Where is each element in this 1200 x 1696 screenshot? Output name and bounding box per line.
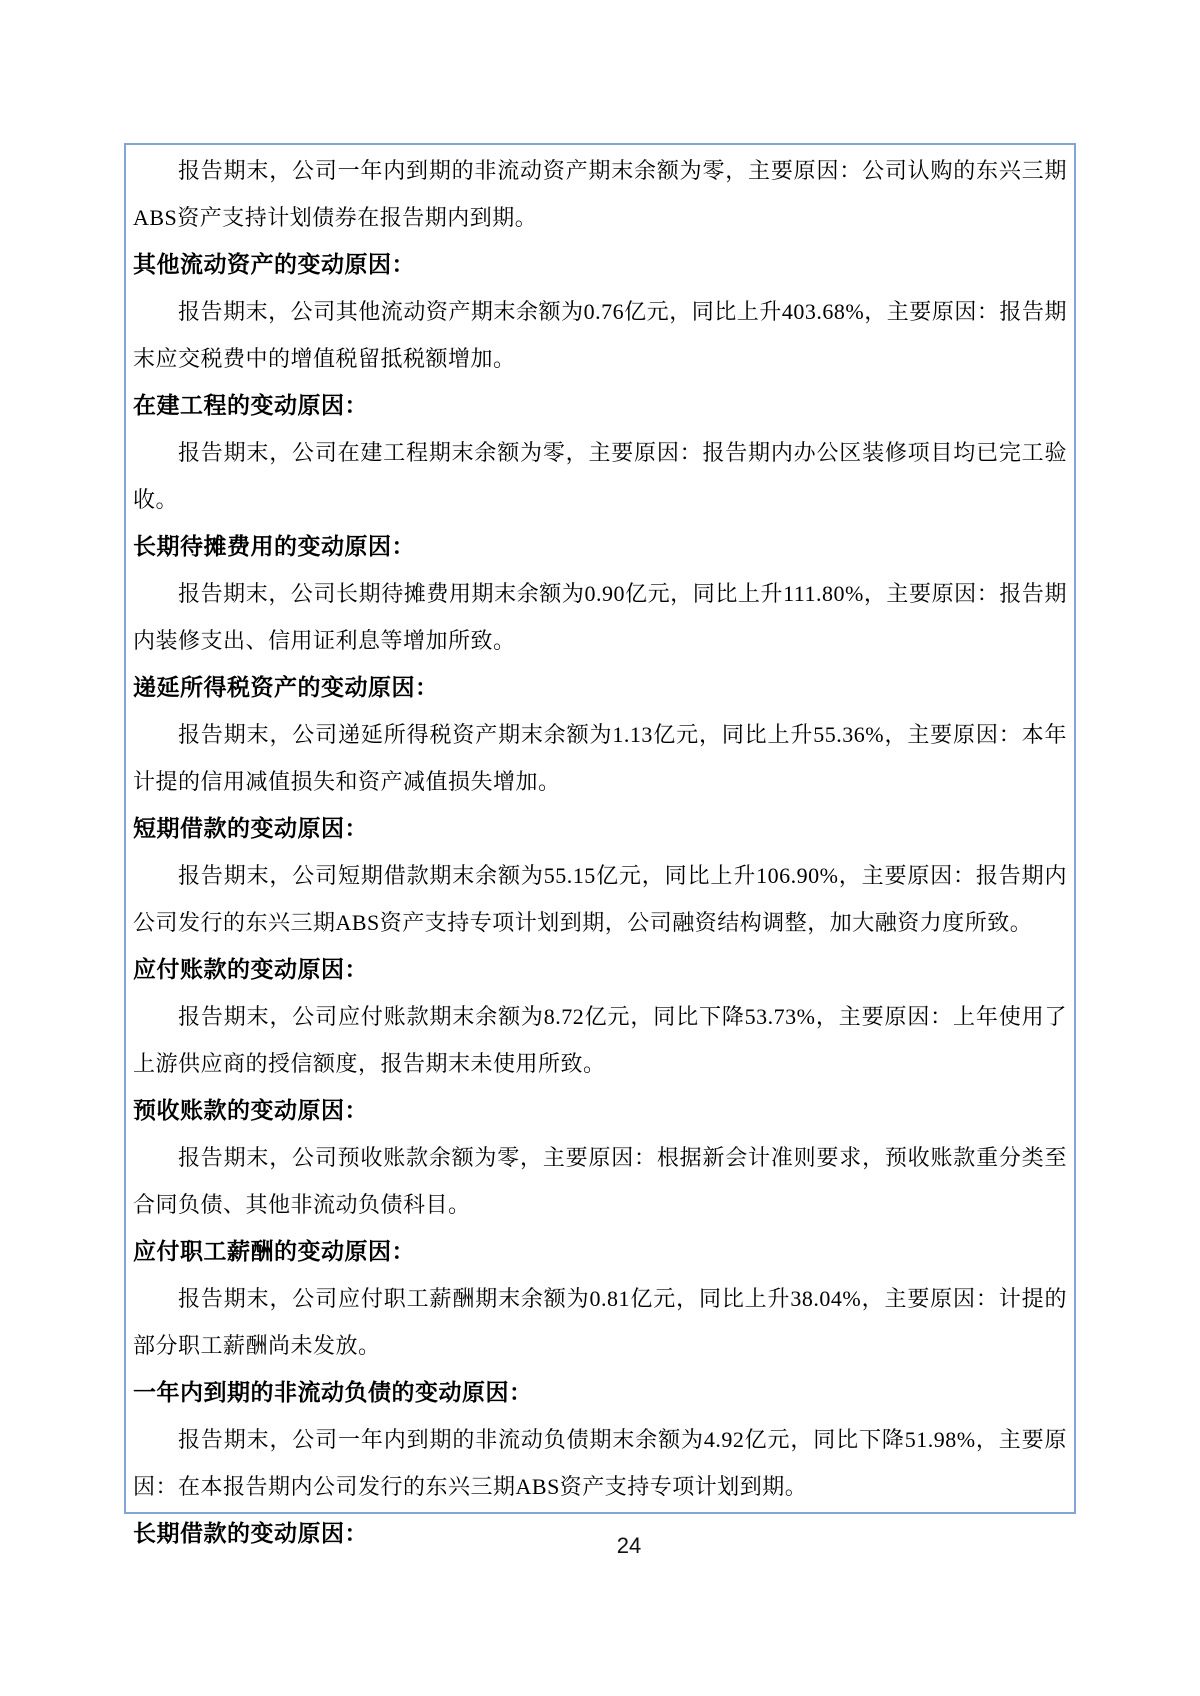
body-paragraph: 报告期末，公司其他流动资产期末余额为0.76亿元，同比上升403.68%，主要原因：报告期末应交税费中的增值税留抵税额增加。 bbox=[133, 299, 1067, 371]
body-paragraph: 报告期末，公司递延所得税资产期末余额为1.13亿元，同比上升55.36%，主要原因：本年计提的信用减值损失和资产减值损失增加。 bbox=[133, 722, 1067, 794]
body-paragraph: 报告期末，公司应付职工薪酬期末余额为0.81亿元，同比上升38.04%，主要原因：计提的部分职工薪酬尚未发放。 bbox=[133, 1286, 1067, 1358]
body-paragraph: 报告期末，公司一年内到期的非流动负债期末余额为4.92亿元，同比下降51.98%，主要原因：在本报告期内公司发行的东兴三期ABS资产支持专项计划到期。 bbox=[133, 1427, 1067, 1499]
document-body bbox=[133, 147, 1067, 1557]
section-heading: 其他流动资产的变动原因： bbox=[133, 252, 415, 277]
section-heading: 预收账款的变动原因： bbox=[133, 1098, 368, 1123]
body-paragraph: 报告期末，公司长期待摊费用期末余额为0.90亿元，同比上升111.80%，主要原因：报告期内装修支出、信用证利息等增加所致。 bbox=[133, 581, 1067, 653]
section-heading: 短期借款的变动原因： bbox=[133, 816, 368, 841]
page-footer bbox=[0, 1533, 1200, 1559]
body-paragraph: 报告期末，公司应付账款期末余额为8.72亿元，同比下降53.73%，主要原因：上年使用了上游供应商的授信额度，报告期末未使用所致。 bbox=[133, 1004, 1067, 1076]
section-heading: 在建工程的变动原因： bbox=[133, 393, 368, 418]
body-paragraph: 报告期末，公司一年内到期的非流动资产期末余额为零，主要原因：公司认购的东兴三期ABS资产支持计划债券在报告期内到期。 bbox=[133, 158, 1067, 230]
body-paragraph: 报告期末，公司预收账款余额为零，主要原因：根据新会计准则要求，预收账款重分类至合同负债、其他非流动负债科目。 bbox=[133, 1145, 1067, 1217]
section-heading: 应付账款的变动原因： bbox=[133, 957, 368, 982]
section-heading: 长期借款的变动原因： bbox=[133, 1521, 368, 1546]
body-paragraph: 报告期末，公司在建工程期末余额为零，主要原因：报告期内办公区装修项目均已完工验收。 bbox=[133, 440, 1067, 512]
body-paragraph: 报告期末，公司短期借款期末余额为55.15亿元，同比上升106.90%，主要原因：报告期内公司发行的东兴三期ABS资产支持专项计划到期，公司融资结构调整，加大融资力度所致。 bbox=[133, 863, 1067, 935]
section-heading: 一年内到期的非流动负债的变动原因： bbox=[133, 1380, 533, 1405]
section-heading: 应付职工薪酬的变动原因： bbox=[133, 1239, 415, 1264]
section-heading: 长期待摊费用的变动原因： bbox=[133, 534, 415, 559]
page-number: 24 bbox=[616, 1533, 642, 1558]
section-heading: 递延所得税资产的变动原因： bbox=[133, 675, 439, 700]
